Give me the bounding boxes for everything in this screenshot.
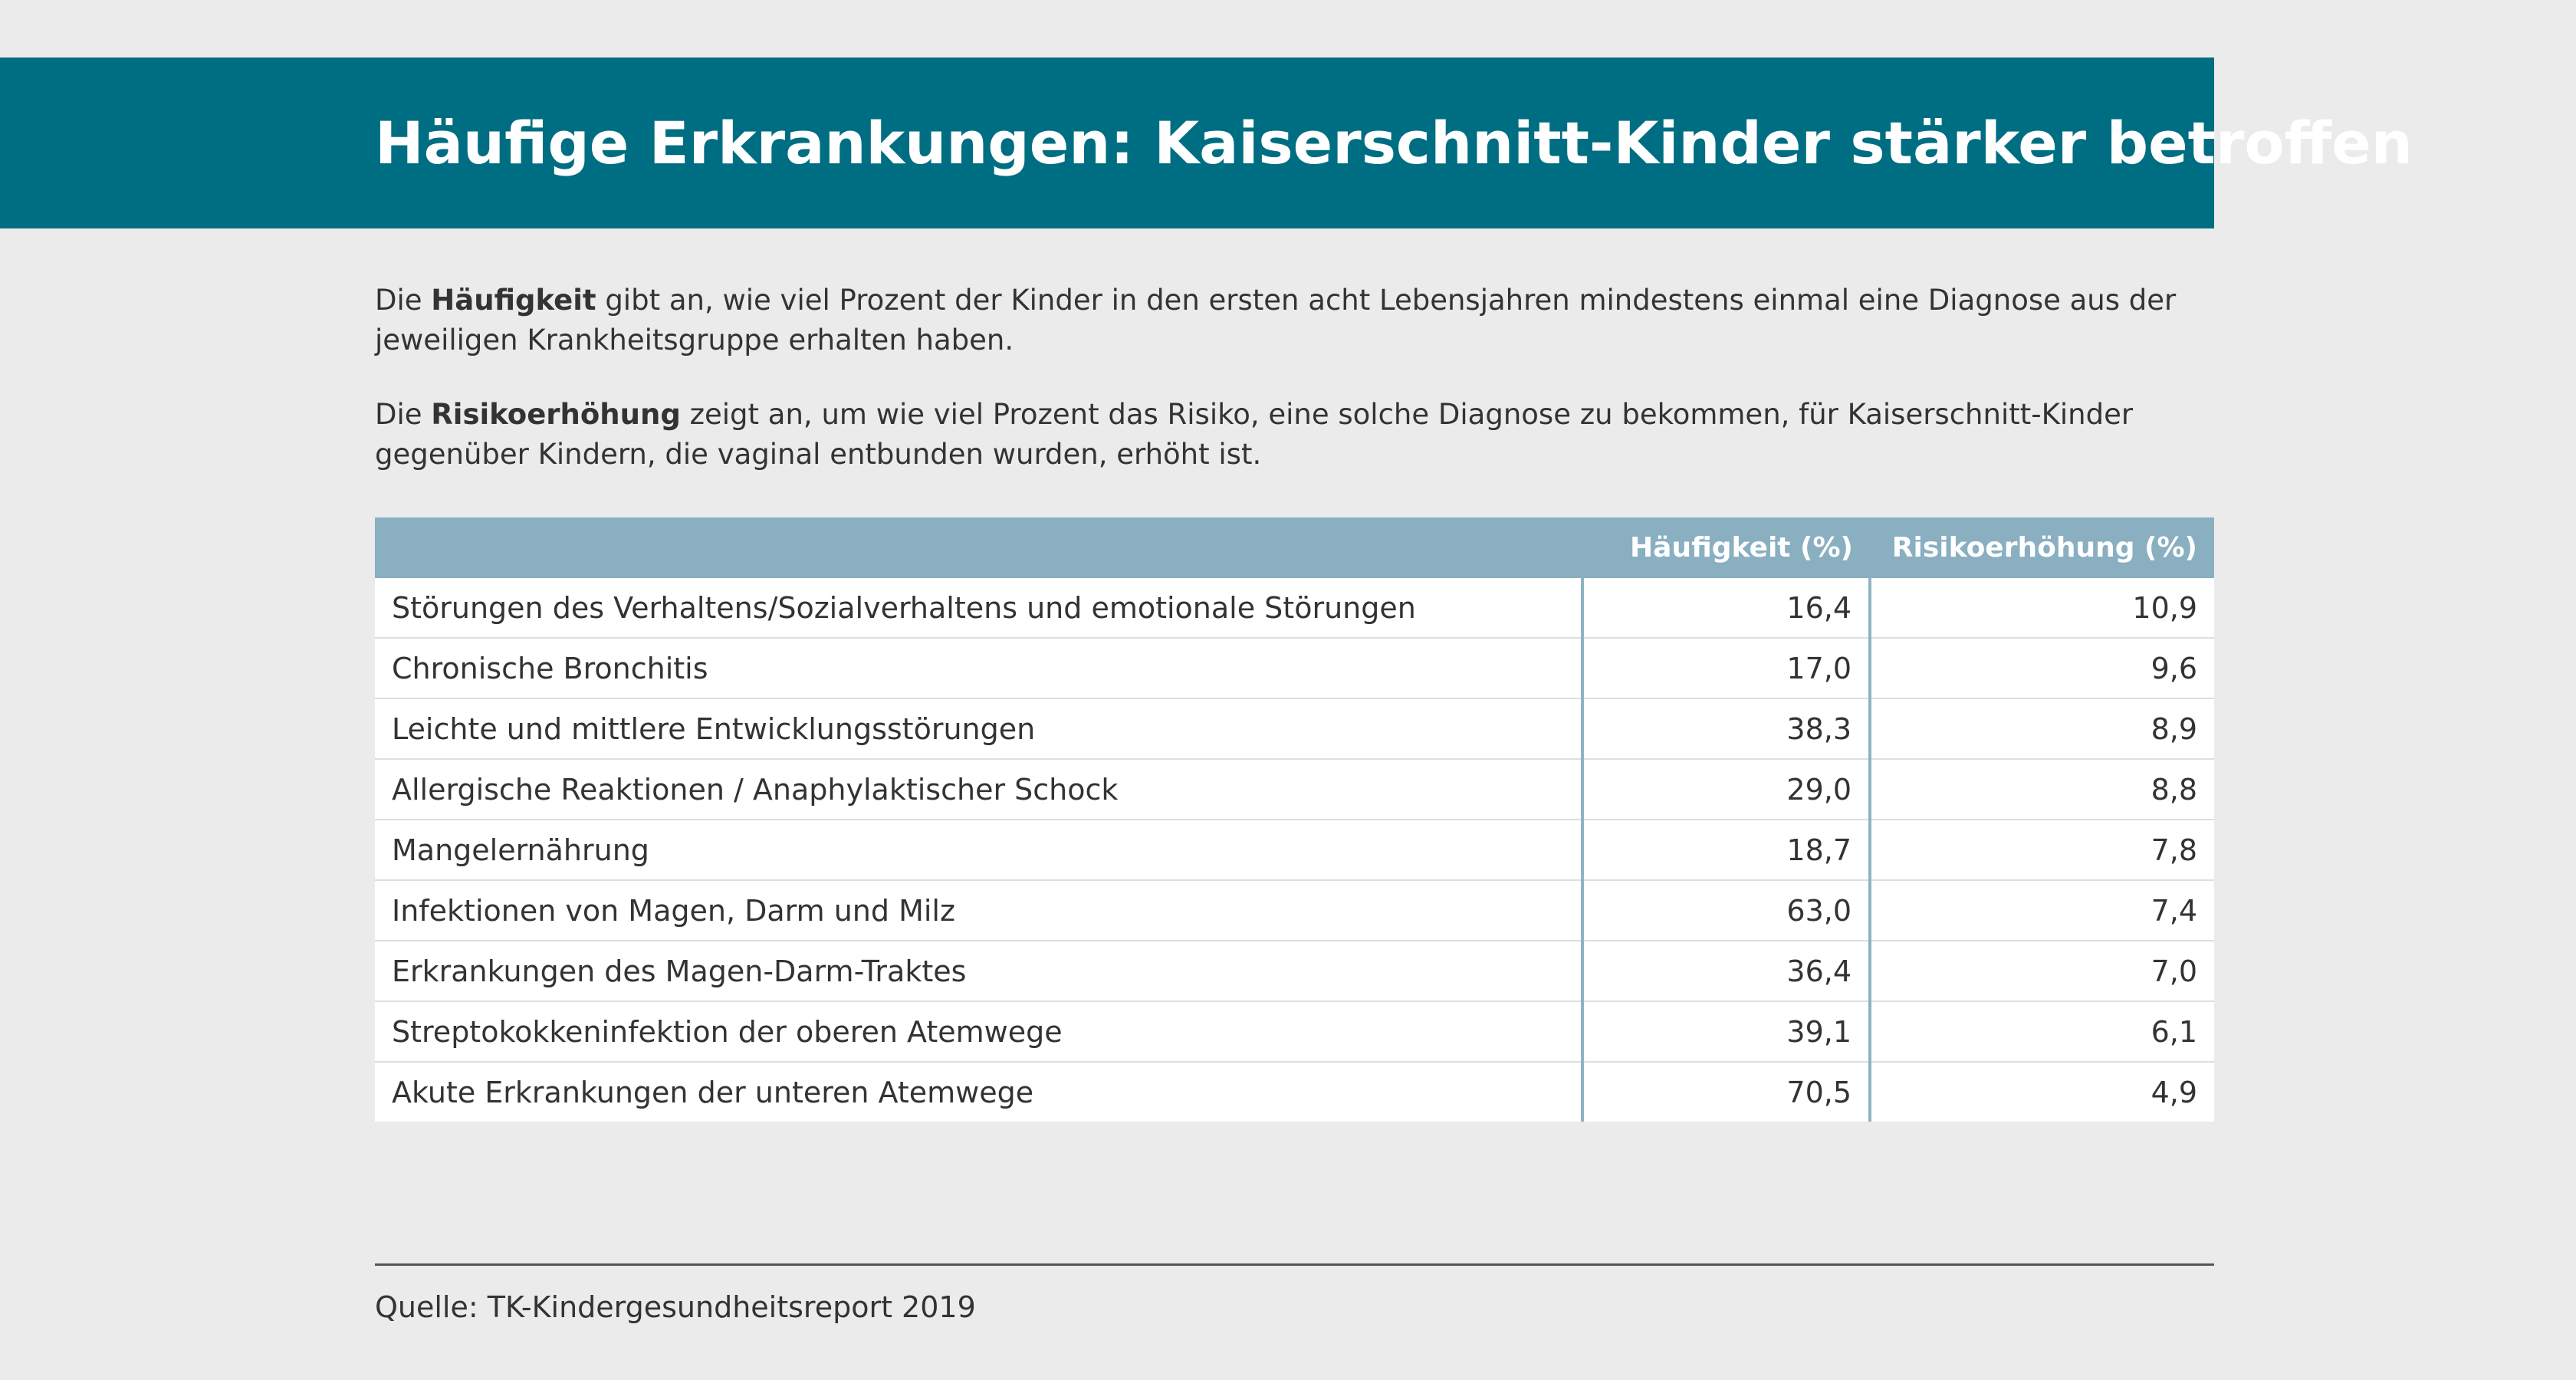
cell-haeufigkeit: 29,0 xyxy=(1582,759,1870,820)
intro-paragraph-haeufigkeit xyxy=(375,281,2214,360)
table-row xyxy=(375,759,2214,820)
column-header-risikoerhoehung: Risikoerhöhung (%) xyxy=(1870,518,2214,578)
table-row xyxy=(375,941,2214,1001)
disease-table xyxy=(375,518,2214,1122)
table-row xyxy=(375,698,2214,759)
intro-p2-prefix: Die xyxy=(375,398,432,431)
table-body xyxy=(375,578,2214,1122)
cell-category: Erkrankungen des Magen-Darm-Traktes xyxy=(375,941,1582,1001)
cell-risikoerhoehung: 7,0 xyxy=(1870,941,2214,1001)
cell-risikoerhoehung: 10,9 xyxy=(1870,578,2214,638)
table-row xyxy=(375,820,2214,880)
table-header-row xyxy=(375,518,2214,578)
cell-risikoerhoehung: 9,6 xyxy=(1870,638,2214,698)
cell-haeufigkeit: 18,7 xyxy=(1582,820,1870,880)
source-note: Quelle: TK-Kindergesundheitsreport 2019 xyxy=(375,1290,976,1324)
cell-haeufigkeit: 36,4 xyxy=(1582,941,1870,1001)
column-header-category xyxy=(375,518,1582,578)
intro-p1-text: gibt an, wie viel Prozent der Kinder in den ersten acht Lebensjahren mindestens einmal eine Diagnose aus der jeweiligen Krankheitsgruppe erhalten haben. xyxy=(375,284,2177,356)
cell-category: Mangelernährung xyxy=(375,820,1582,880)
footer-divider xyxy=(375,1263,2214,1266)
cell-haeufigkeit: 38,3 xyxy=(1582,698,1870,759)
cell-category: Streptokokkeninfektion der oberen Atemwege xyxy=(375,1001,1582,1062)
intro-p2-term: Risikoerhöhung xyxy=(431,398,681,431)
intro-p2-text: zeigt an, um wie viel Prozent das Risiko, eine solche Diagnose zu bekommen, für Kaiserschnitt-Kinder gegenüber Kindern, die vaginal entbunden wurden, erhöht ist. xyxy=(375,398,2134,471)
table-row xyxy=(375,1062,2214,1122)
column-header-haeufigkeit: Häufigkeit (%) xyxy=(1582,518,1870,578)
cell-haeufigkeit: 17,0 xyxy=(1582,638,1870,698)
table-row xyxy=(375,578,2214,638)
table-row xyxy=(375,880,2214,941)
cell-haeufigkeit: 70,5 xyxy=(1582,1062,1870,1122)
table-row xyxy=(375,638,2214,698)
cell-risikoerhoehung: 8,8 xyxy=(1870,759,2214,820)
cell-category: Chronische Bronchitis xyxy=(375,638,1582,698)
cell-risikoerhoehung: 6,1 xyxy=(1870,1001,2214,1062)
cell-haeufigkeit: 63,0 xyxy=(1582,880,1870,941)
cell-risikoerhoehung: 8,9 xyxy=(1870,698,2214,759)
cell-risikoerhoehung: 4,9 xyxy=(1870,1062,2214,1122)
table-row xyxy=(375,1001,2214,1062)
cell-haeufigkeit: 39,1 xyxy=(1582,1001,1870,1062)
cell-category: Störungen des Verhaltens/Sozialverhaltens und emotionale Störungen xyxy=(375,578,1582,638)
intro-paragraph-risikoerhoehung xyxy=(375,395,2214,475)
intro-p1-term: Häufigkeit xyxy=(431,284,596,317)
cell-risikoerhoehung: 7,4 xyxy=(1870,880,2214,941)
cell-category: Leichte und mittlere Entwicklungsstörungen xyxy=(375,698,1582,759)
page-title: Häufige Erkrankungen: Kaiserschnitt-Kinder stärker betroffen xyxy=(375,109,2413,177)
intro-p1-prefix: Die xyxy=(375,284,432,317)
cell-category: Infektionen von Magen, Darm und Milz xyxy=(375,880,1582,941)
cell-haeufigkeit: 16,4 xyxy=(1582,578,1870,638)
cell-category: Akute Erkrankungen der unteren Atemwege xyxy=(375,1062,1582,1122)
title-banner xyxy=(0,58,2413,228)
cell-category: Allergische Reaktionen / Anaphylaktischer Schock xyxy=(375,759,1582,820)
cell-risikoerhoehung: 7,8 xyxy=(1870,820,2214,880)
